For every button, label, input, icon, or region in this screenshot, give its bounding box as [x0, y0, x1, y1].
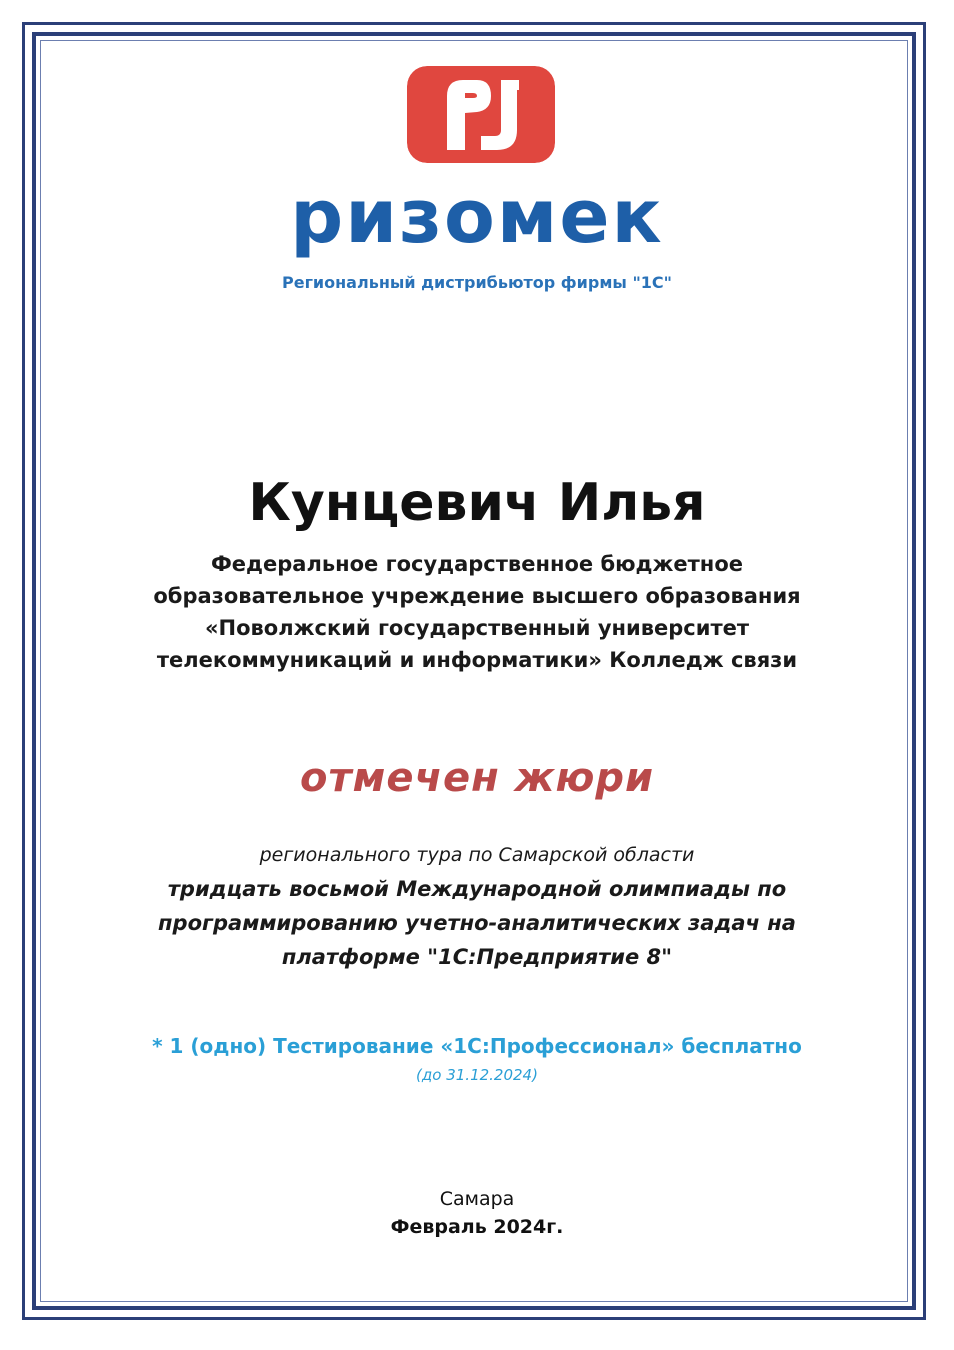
bonus-validity: (до 31.12.2024): [416, 1066, 538, 1084]
bonus-prize: * 1 (одно) Тестирование «1С:Профессионал» бесплатно: [152, 1034, 802, 1058]
organization-block: [60, 548, 894, 676]
award-title: отмечен жюри: [300, 755, 654, 801]
organization-line: Федеральное государственное бюджетное: [210, 552, 743, 576]
footer-city: Самара: [439, 1188, 515, 1210]
event-line: платформе "1С:Предприятие 8": [281, 945, 673, 969]
event-description: [80, 872, 874, 974]
event-line: программированию учетно-аналитических задач на: [158, 911, 796, 935]
recipient-name: Кунцевич Илья: [248, 473, 706, 533]
organization-line: образовательное учреждение высшего образования: [153, 584, 801, 608]
event-intro: регионального тура по Самарской области: [259, 844, 695, 866]
organization-line: телекоммуникаций и информатики» Колледж связи: [156, 648, 798, 672]
company-logo-wordmark: ризомек: [290, 174, 664, 260]
organization-line: «Поволжский государственный университет: [204, 616, 750, 640]
company-tagline: Региональный дистрибьютор фирмы "1С": [281, 273, 673, 292]
footer-date: Февраль 2024г.: [390, 1216, 564, 1238]
rizomek-logo-mark-icon: [407, 66, 555, 163]
event-line: тридцать восьмой Международной олимпиады по: [167, 877, 787, 901]
